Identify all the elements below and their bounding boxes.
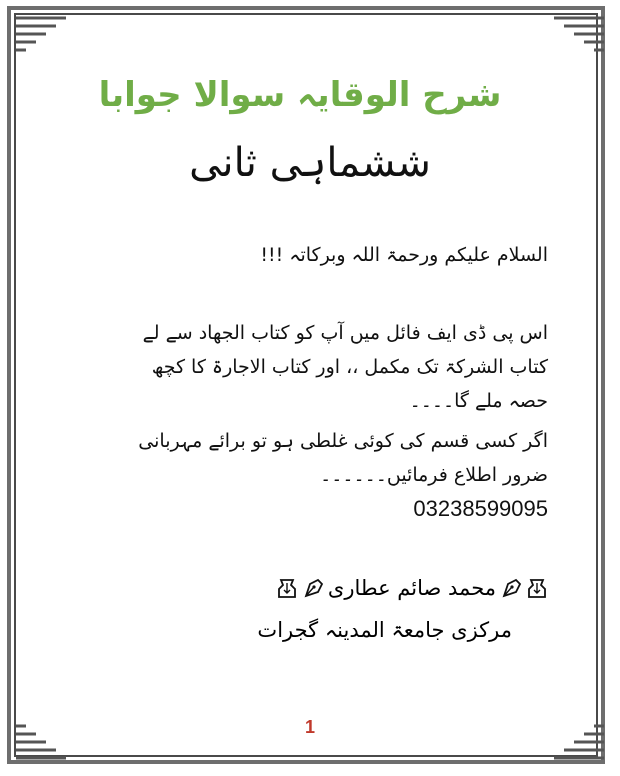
intro-line-2: کتاب الشرکۃ تک مکمل ،، اور کتاب الاجارۃ کا کچھ [151,356,548,378]
institution-name: مرکزی جامعۃ المدینہ گجرات [257,618,512,642]
pen-icon [500,576,522,600]
intro-line-1: اس پی ڈی ایف فائل میں آپ کو کتاب الجھاد سے لے [142,322,548,344]
corner-ornament-top-right [548,10,610,62]
phone-number: 03238599095 [413,496,548,521]
inkwell-icon [276,576,298,600]
feedback-paragraph [138,424,548,492]
greeting-text: السلام علیکم ورحمۃ اللہ وبرکاتہ !!! [260,244,548,266]
signature-name: محمد صائم عطاری [327,576,496,600]
signature-line [276,576,548,600]
feedback-line-2: ضرور اطلاع فرمائیں۔۔۔۔۔۔ [320,464,548,486]
corner-ornament-top-left [10,10,72,62]
intro-line-3: حصہ ملے گا۔۔۔۔ [409,390,548,412]
feedback-line-1: اگر کسی قسم کی کوئی غلطی ہو تو برائے مہربانی [138,430,548,452]
inkwell-icon [526,576,548,600]
intro-paragraph [143,316,548,418]
document-subtitle: ششماہی ثانی [189,140,431,186]
page-number: 1 [304,717,315,737]
document-title: شرح الوقایہ سوالا جوابا [98,75,502,115]
pen-icon [302,576,324,600]
